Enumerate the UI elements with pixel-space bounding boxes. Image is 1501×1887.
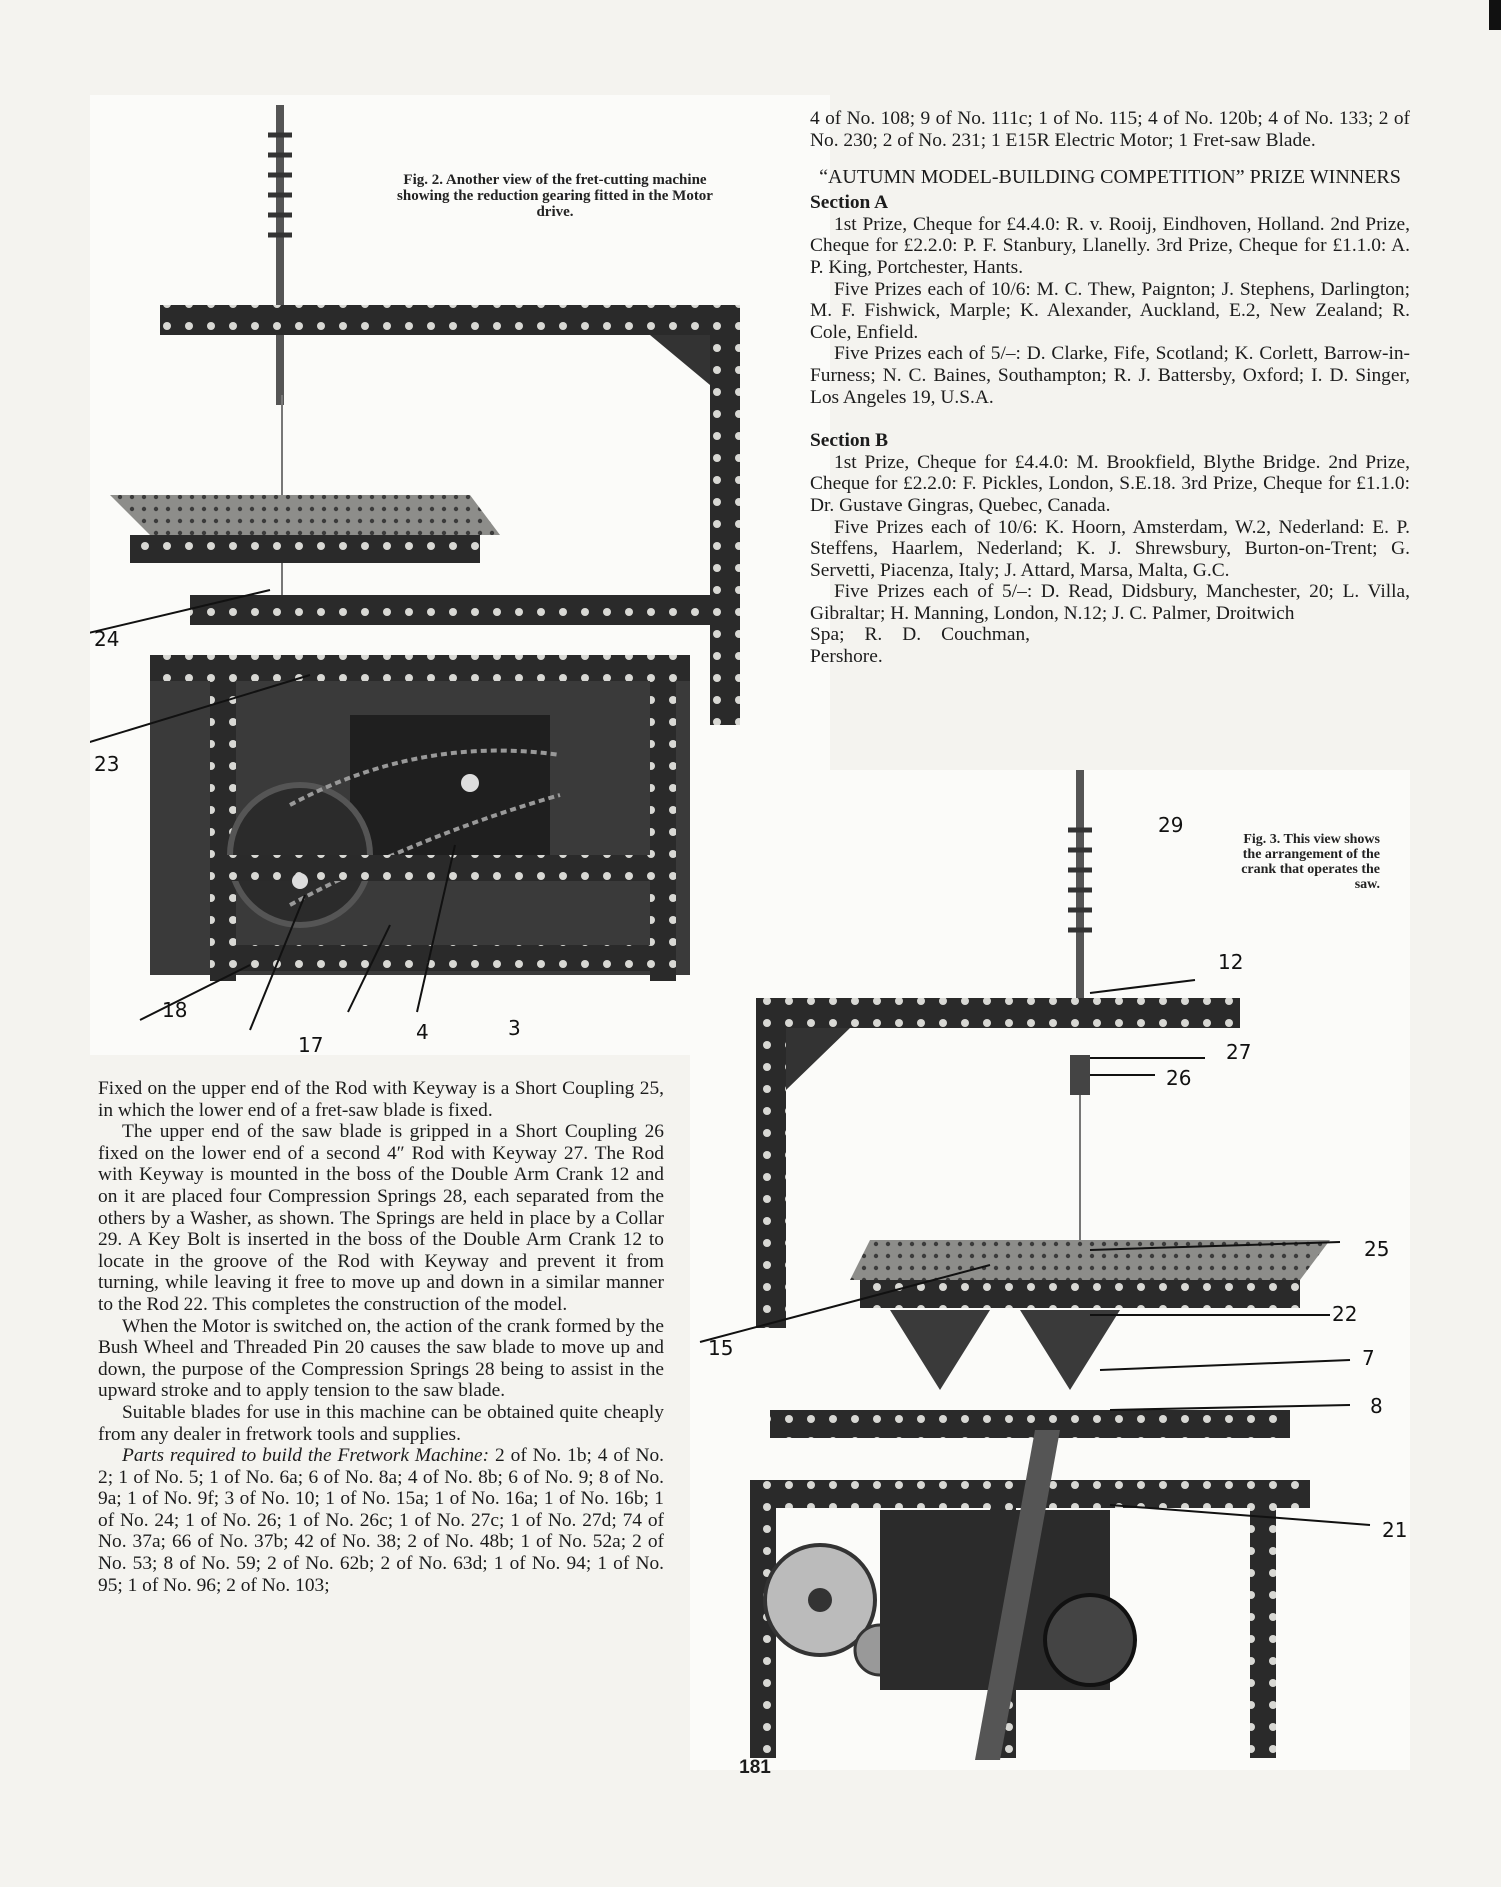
callout-18: 18 bbox=[162, 998, 188, 1022]
competition-column bbox=[810, 108, 1410, 668]
crank-assembly-illustration bbox=[690, 770, 1410, 1770]
body-paragraph: Suitable blades for use in this machine can be obtained quite cheaply from any dealer in fretwork tools and supplies. bbox=[98, 1401, 664, 1445]
callout-25: 25 bbox=[1364, 1237, 1390, 1261]
callout-26: 26 bbox=[1166, 1066, 1192, 1090]
callout-27: 27 bbox=[1226, 1040, 1252, 1064]
callout-8: 8 bbox=[1370, 1394, 1383, 1418]
callout-7: 7 bbox=[1362, 1346, 1375, 1370]
page-edge-mark bbox=[1489, 0, 1501, 30]
figure-3-caption: Fig. 3. This view shows the arrangement of the crank that operates the saw. bbox=[1241, 832, 1380, 892]
section-a-paragraph: 1st Prize, Cheque for £4.4.0: R. v. Rooij, Eindhoven, Holland. 2nd Prize, Cheque for £2.2.0: P. F. Stanbury, Llanelly. 3rd Prize, Cheque for £1.1.0: A. P. King, Portchester, Hants. bbox=[810, 213, 1410, 278]
figure-3-photo bbox=[690, 770, 1410, 1770]
parts-list-continued: 4 of No. 108; 9 of No. 111c; 1 of No. 115; 4 of No. 120b; 4 of No. 133; 2 of No. 230; 2 of No. 231; 1 E15R Electric Motor; 1 Fret-saw Blade. bbox=[810, 108, 1410, 151]
section-a-paragraph: Five Prizes each of 5/–: D. Clarke, Fife, Scotland; K. Corlett, Barrow-in-Furness; N. C. Baines, Southampton; R. J. Battersby, Oxford; I. D. Singer, Los Angeles 19, U.S.A. bbox=[810, 343, 1410, 408]
callout-4: 4 bbox=[416, 1020, 429, 1044]
page-number: 181 bbox=[739, 1757, 771, 1778]
section-b-title: Section B bbox=[810, 430, 889, 452]
callout-15: 15 bbox=[708, 1336, 734, 1360]
section-b-paragraph: 1st Prize, Cheque for £4.4.0: M. Brookfield, Blythe Bridge. 2nd Prize, Cheque for £2.2.0: F. Pickles, London, S.E.18. 3rd Prize, Cheque for £1.1.0: Dr. Gustave Gingras, Quebec, Canada. bbox=[810, 451, 1410, 516]
parts-required-paragraph bbox=[98, 1445, 664, 1596]
callout-12: 12 bbox=[1218, 950, 1244, 974]
callout-24: 24 bbox=[94, 627, 120, 651]
callout-21: 21 bbox=[1382, 1518, 1408, 1542]
section-a-paragraph: Five Prizes each of 10/6: M. C. Thew, Paignton; J. Stephens, Darlington; M. F. Fishwick, Marple; K. Alexander, Auckland, E.2, New Zealand; R. Cole, Enfield. bbox=[810, 278, 1410, 343]
competition-heading: “AUTUMN MODEL-BUILDING COMPETITION” PRIZE WINNERS bbox=[819, 166, 1401, 189]
section-b-paragraph: Five Prizes each of 5/–: D. Read, Didsbury, Manchester, 20; L. Villa, Gibraltar; H. Manning, London, N.12; J. C. Palmer, Droitwich bbox=[810, 581, 1410, 624]
section-a-title: Section A bbox=[810, 192, 889, 214]
callout-17: 17 bbox=[298, 1033, 324, 1057]
callout-23: 23 bbox=[94, 752, 120, 776]
section-b-paragraph: Five Prizes each of 10/6: K. Hoorn, Amsterdam, W.2, Nederland: E. P. Steffens, Haarlem, Nederland; K. J. Shrewsbury, Burton-on-Trent; G. Servetti, Piacenza, Italy; J. Attard, Marsa, Malta, G.C. bbox=[810, 516, 1410, 581]
figure-2-caption: Fig. 2. Another view of the fret-cutting machine showing the reduction gearing fitted in the Motor drive. bbox=[397, 172, 713, 220]
section-b-paragraph-end: Spa; R. D. Couchman, Pershore. bbox=[810, 624, 1030, 668]
parts-required-list: 2 of No. 1b; 4 of No. 2; 1 of No. 5; 1 of No. 6a; 6 of No. 8a; 4 of No. 8b; 6 of No. 9; 8 of No. 9a; 1 of No. 9f; 3 of No. 10; 1 of No. 15a; 1 of No. 16a; 1 of No. 16b; 1 of No. 24; 1 of No. 26; 1 of No. 26c; 1 of No. 27c; 1 of No. 27d; 74 of No. 37a; 66 of No. 37b; 42 of No. 38; 2 of No. 48b; 1 of No. 52a; 2 of No. 53; 8 of No. 59; 2 of No. 62b; 2 of No. 63d; 1 of No. 94; 1 of No. 95; 1 of No. 96; 2 of No. 103; bbox=[98, 1445, 664, 1596]
callout-3: 3 bbox=[508, 1016, 521, 1040]
callout-29: 29 bbox=[1158, 813, 1184, 837]
body-paragraph: Fixed on the upper end of the Rod with Keyway is a Short Coupling 25, in which the lower end of a fret-saw blade is fixed. bbox=[98, 1078, 664, 1121]
body-paragraph: When the Motor is switched on, the action of the crank formed by the Bush Wheel and Threaded Pin 20 causes the saw blade to move up and down, the purpose of the Compression Springs 28 being to assist in the upward stroke and to apply tension to the saw blade. bbox=[98, 1315, 664, 1402]
body-paragraph: The upper end of the saw blade is gripped in a Short Coupling 26 fixed on the lower end of a second 4″ Rod with Keyway 27. The Rod with Keyway is mounted in the boss of the Double Arm Crank 12 and on it are placed four Compression Springs 28, each separated from the others by a Washer, as shown. The Springs are held in place by a Collar 29. A Key Bolt is inserted in the boss of the Double Arm Crank 12 to locate in the groove of the Rod with Keyway and prevent it from turning, while leaving it free to move up and down in a similar manner to the Rod 22. This completes the construction of the model. bbox=[98, 1121, 664, 1315]
parts-required-label: Parts required to build the Fretwork Machine: bbox=[122, 1445, 490, 1467]
construction-text-column bbox=[98, 1078, 664, 1596]
callout-22: 22 bbox=[1332, 1302, 1358, 1326]
